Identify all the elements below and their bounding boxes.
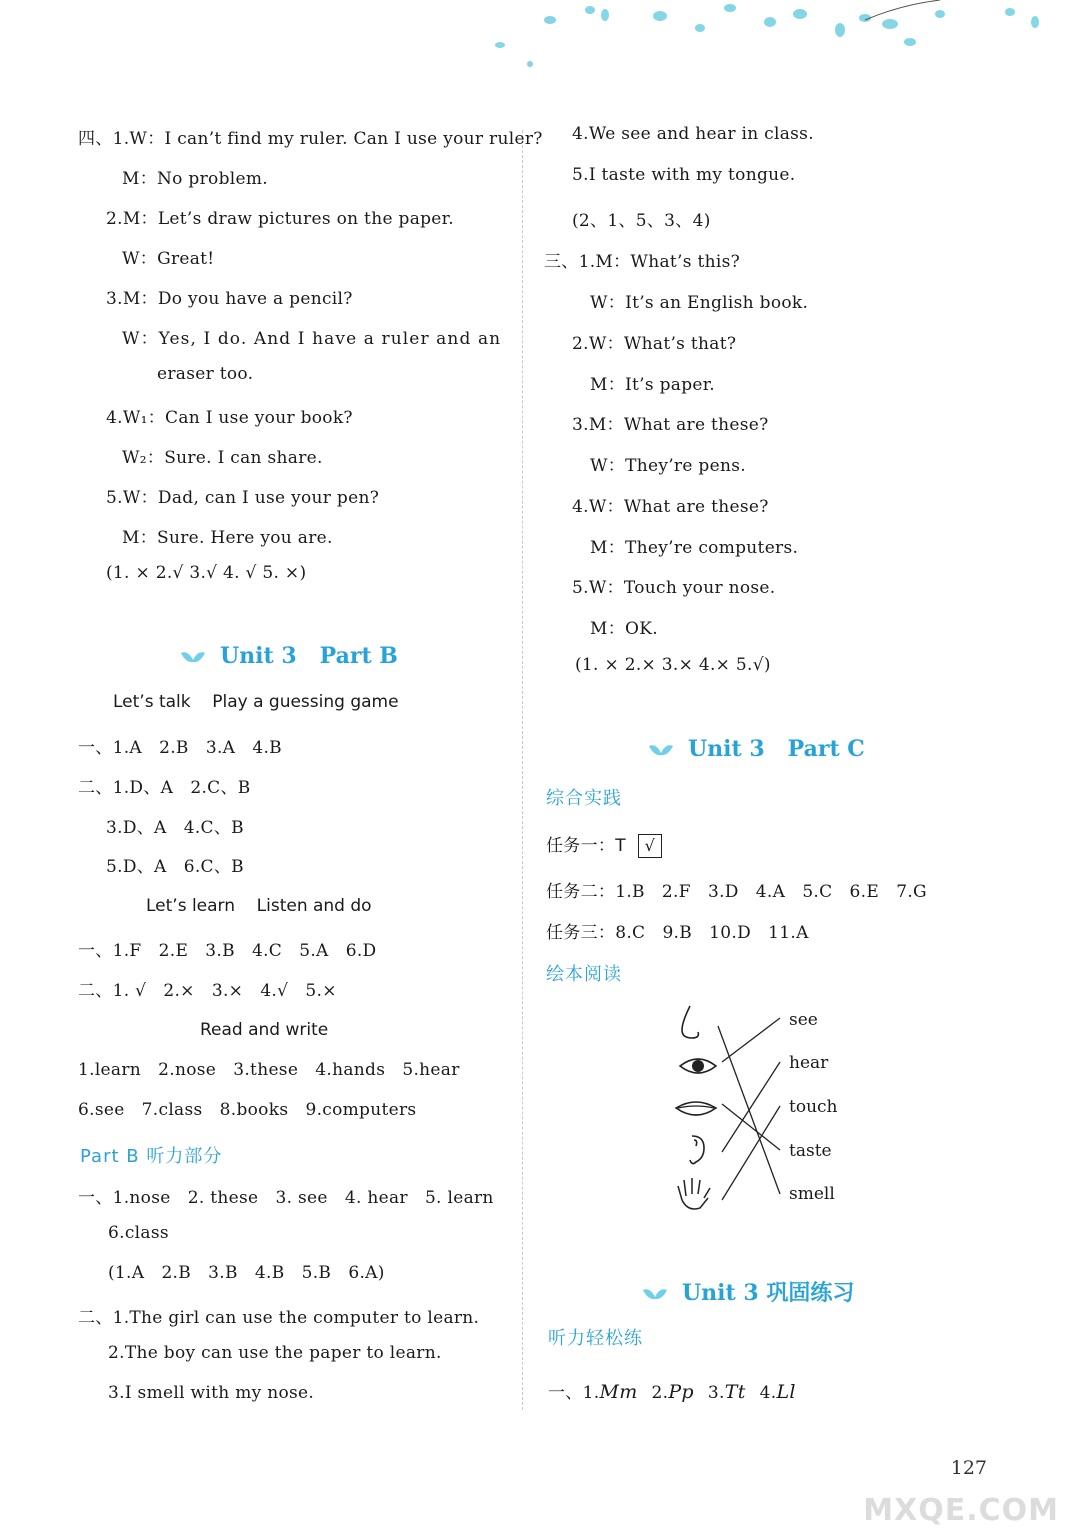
answer-line: M：They’re computers. — [590, 538, 799, 558]
answer-key: (2、1、5、3、4) — [572, 211, 711, 231]
answer-line: 一、1.F 2.E 3.B 4.C 5.A 6.D — [78, 941, 377, 961]
match-word: touch — [789, 1097, 838, 1117]
answer-key: (1. × 2.× 3.× 4.× 5.√) — [575, 655, 771, 675]
leaf-icon — [180, 650, 206, 664]
answer-key: (1. × 2.√ 3.√ 4. √ 5. ×) — [106, 563, 307, 583]
column-divider — [522, 130, 523, 1410]
answer-line: 4.W₁：Can I use your book? — [106, 408, 353, 428]
task-line — [546, 831, 662, 858]
answer-line: 5.I taste with my tongue. — [572, 165, 796, 185]
sense-matching-diagram — [668, 1000, 848, 1220]
answer-line: 6.see 7.class 8.books 9.computers — [78, 1100, 417, 1120]
item-number: 1. — [582, 1383, 600, 1403]
item-number: 2. — [651, 1383, 669, 1403]
answer-line — [548, 1378, 796, 1403]
answer-line: 3.M：What are these? — [572, 415, 769, 435]
checkmark-box: √ — [638, 834, 662, 858]
handwritten-answer: Mm — [599, 1381, 638, 1403]
task-label: 任务一：T — [546, 836, 626, 856]
answer-line: 2.W：What’s that? — [572, 334, 737, 354]
answer-line: 二、1. √ 2.× 3.× 4.√ 5.× — [78, 981, 337, 1001]
unit-title: Unit 3 Part B — [220, 643, 398, 669]
answer-line: M：It’s paper. — [590, 375, 716, 395]
eye-icon — [680, 1059, 716, 1073]
line-prefix: 一、 — [548, 1383, 583, 1403]
handwritten-answer: Pp — [668, 1381, 694, 1403]
ear-icon — [690, 1136, 704, 1164]
answer-line: 2.M：Let’s draw pictures on the paper. — [106, 209, 454, 229]
answer-line: W₂：Sure. I can share. — [122, 448, 323, 468]
answer-line: 一、1.nose 2. these 3. see 4. hear 5. learn — [78, 1188, 494, 1208]
unit-heading — [180, 643, 398, 669]
answer-line: 四、1.W：I can’t find my ruler. Can I use your ruler? — [78, 129, 543, 149]
match-word: hear — [789, 1053, 829, 1073]
answer-line: 三、1.M：What’s this? — [544, 252, 741, 272]
match-word: taste — [789, 1141, 832, 1161]
unit-title: Unit 3 巩固练习 — [682, 1280, 855, 1306]
answer-line: M：No problem. — [122, 169, 268, 189]
task-line: 任务二：1.B 2.F 3.D 4.A 5.C 6.E 7.G — [546, 882, 927, 902]
section-label: 听力轻松练 — [548, 1328, 643, 1349]
handwritten-answer: Ll — [776, 1381, 796, 1403]
answer-line: 3.I smell with my nose. — [108, 1383, 315, 1403]
answer-key: (1.A 2.B 3.B 4.B 5.B 6.A) — [108, 1263, 385, 1283]
answer-line: 4.We see and hear in class. — [572, 124, 814, 144]
answer-line: 1.learn 2.nose 3.these 4.hands 5.hear — [78, 1060, 460, 1080]
watermark: MXQE.COM — [863, 1493, 1059, 1528]
nose-icon — [682, 1006, 698, 1038]
answer-line: 5.W：Touch your nose. — [572, 578, 776, 598]
answer-line: 5.D、A 6.C、B — [106, 857, 244, 877]
answer-line: 二、1.D、A 2.C、B — [78, 778, 251, 798]
section-label: 综合实践 — [546, 788, 622, 809]
answer-line: W：It’s an English book. — [590, 293, 809, 313]
answer-line: 3.D、A 4.C、B — [106, 818, 244, 838]
answer-line: M：OK. — [590, 619, 658, 639]
answer-line: 2.The boy can use the paper to learn. — [108, 1343, 442, 1363]
subheading: Read and write — [200, 1020, 329, 1040]
page-number: 127 — [950, 1457, 987, 1479]
handwritten-answer: Tt — [724, 1381, 746, 1403]
item-number: 3. — [707, 1383, 725, 1403]
answer-line: W：Yes, I do. And I have a ruler and an — [122, 329, 502, 349]
leaf-icon — [642, 1287, 668, 1301]
answer-line: 5.W：Dad, can I use your pen? — [106, 488, 380, 508]
unit-title: Unit 3 Part C — [688, 736, 865, 762]
answer-line: 6.class — [108, 1223, 169, 1243]
answer-line: W：Great! — [122, 249, 215, 269]
item-number: 4. — [759, 1383, 777, 1403]
decorative-leaves — [470, 0, 1069, 70]
match-word: smell — [789, 1184, 835, 1204]
subheading: Let’s learn Listen and do — [146, 896, 372, 916]
match-word: see — [789, 1010, 818, 1030]
unit-heading — [648, 736, 865, 762]
subheading: Let’s talk Play a guessing game — [113, 692, 399, 712]
task-line: 任务三：8.C 9.B 10.D 11.A — [546, 923, 809, 943]
hand-icon — [678, 1178, 710, 1209]
answer-line: eraser too. — [157, 364, 254, 384]
section-label: Part B 听力部分 — [80, 1146, 223, 1167]
answer-line: M：Sure. Here you are. — [122, 528, 333, 548]
answer-line: W：They’re pens. — [590, 456, 746, 476]
unit-heading — [642, 1276, 854, 1307]
section-label: 绘本阅读 — [546, 964, 622, 985]
answer-line: 一、1.A 2.B 3.A 4.B — [78, 738, 282, 758]
answer-line: 4.W：What are these? — [572, 497, 769, 517]
leaf-icon — [648, 743, 674, 757]
mouth-icon — [676, 1102, 716, 1115]
answer-line: 3.M：Do you have a pencil? — [106, 289, 353, 309]
answer-line: 二、1.The girl can use the computer to learn. — [78, 1308, 480, 1328]
